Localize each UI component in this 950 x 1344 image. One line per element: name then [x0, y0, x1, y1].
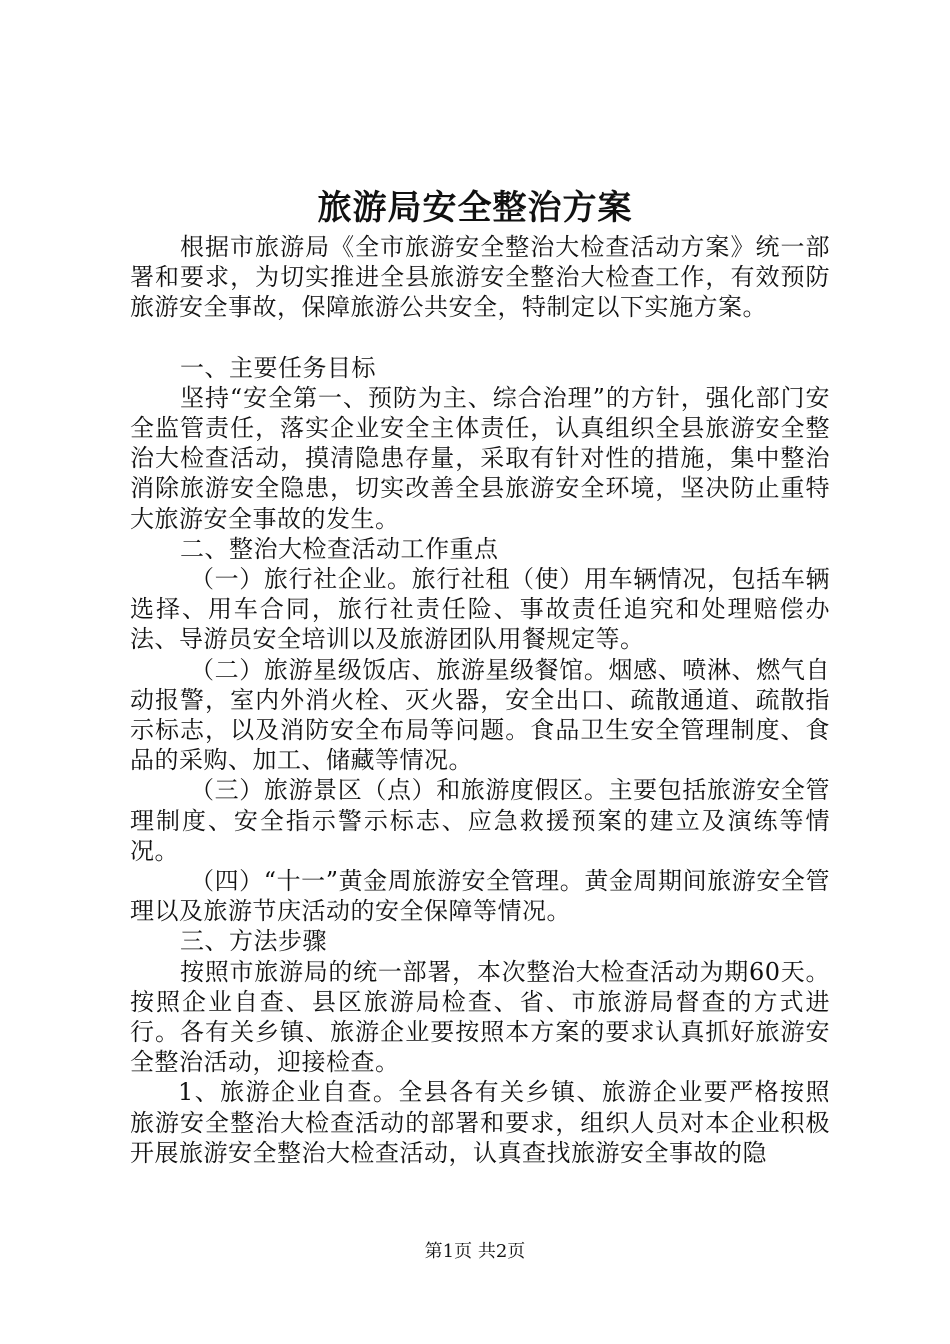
body-paragraph: （三）旅游景区（点）和旅游度假区。主要包括旅游安全管理制度、安全指示警示标志、应急救援预案的建立及演练等情况。: [130, 776, 830, 865]
section-heading-1: 一、主要任务目标: [180, 353, 376, 382]
document-title: 旅游局安全整治方案: [317, 188, 633, 228]
body-paragraph: 坚持“安全第一、预防为主、综合治理”的方针，强化部门安全监管责任，落实企业安全主体责任，认真组织全县旅游安全整治大检查活动，摸清隐患存量，采取有针对性的措施，集中整治消除旅游安全隐患，切实改善全县旅游安全环境，坚决防止重特大旅游安全事故的发生。: [130, 383, 830, 533]
body-paragraph: （四）“十一”黄金周旅游安全管理。黄金周期间旅游安全管理以及旅游节庆活动的安全保障等情况。: [130, 867, 830, 926]
body-paragraph: 按照市旅游局的统一部署，本次整治大检查活动为期60天。按照企业自查、县区旅游局检查、省、市旅游局督查的方式进行。各有关乡镇、旅游企业要按照本方案的要求认真抓好旅游安全整治活动，迎接检查。: [130, 957, 830, 1077]
document-body: [130, 232, 830, 1168]
body-paragraph: （一）旅行社企业。旅行社租（使）用车辆情况，包括车辆选择、用车合同，旅行社责任险、事故责任追究和处理赔偿办法、导游员安全培训以及旅游团队用餐规定等。: [130, 565, 830, 654]
section-heading-3: 三、方法步骤: [180, 927, 327, 956]
intro-paragraph: 根据市旅游局《全市旅游安全整治大检查活动方案》统一部署和要求，为切实推进全县旅游安全整治大检查工作，有效预防旅游安全事故，保障旅游公共安全，特制定以下实施方案。: [130, 233, 830, 322]
body-paragraph: 1、旅游企业自查。全县各有关乡镇、旅游企业要严格按照旅游安全整治大检查活动的部署和要求，组织人员对本企业积极开展旅游安全整治大检查活动，认真查找旅游安全事故的隐: [130, 1078, 830, 1167]
section-heading-2: 二、整治大检查活动工作重点: [180, 534, 499, 563]
body-paragraph: （二）旅游星级饭店、旅游星级餐馆。烟感、喷淋、燃气自动报警，室内外消火栓、灭火器，安全出口、疏散通道、疏散指示标志，以及消防安全布局等问题。食品卫生安全管理制度、食品的采购、加工、储藏等情况。: [130, 655, 830, 775]
page-footer: 第1页 共2页: [424, 1241, 526, 1262]
